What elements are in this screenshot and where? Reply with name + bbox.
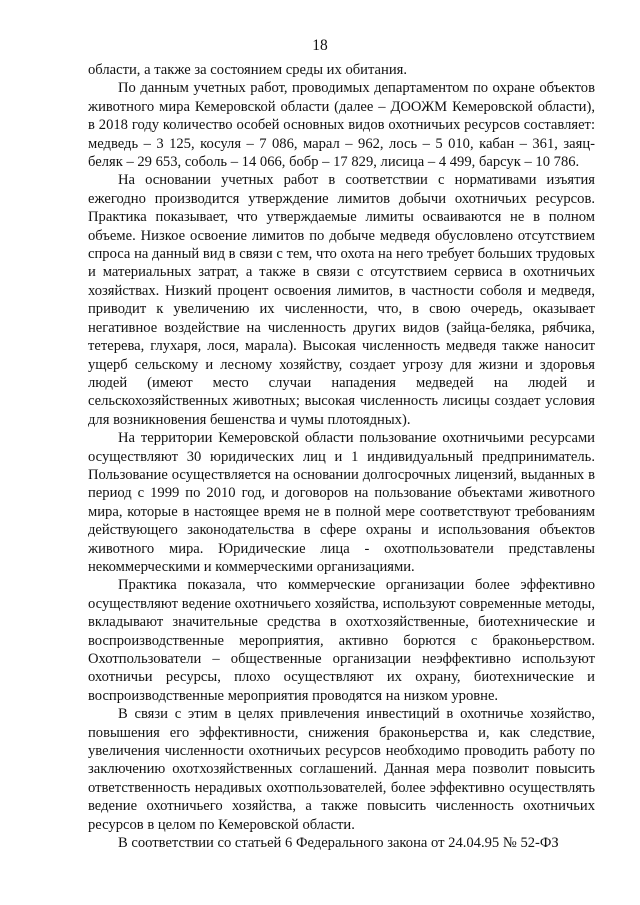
paragraph-agreements: В связи с этим в целях привлечения инвестиций в охотничье хозяйство, повышения его эффективности, снижения браконьерства и, как следствие, увеличения численности охотничьих ресурсов необходимо проводить работу по заключению охотхозяйственных соглашений. Данная мера позволит повысить ответственность нерадивых охотпользователей, более эффективно осуществлять ведение охотничьего хозяйства, а также повысить численность охотничьих ресурсов в целом по Кемеровской области. — [88, 706, 595, 833]
paragraph-resource-users: На территории Кемеровской области пользование охотничьими ресурсами осуществляют 30 юридических лиц и 1 индивидуальный предприниматель. Пользование осуществляется на основании долгосрочных лицензий, выданных в период с 1999 по 2010 год, и договоров на пользование объектами животного мира, которые в настоящее время не в полной мере соответствуют требованиям действующего законодательства в сфере охраны и использования объектов животного мира. Юридические лица - охотпользователи представлены некоммерческими и коммерческими организациями. — [88, 430, 595, 575]
paragraph-continuation: области, а также за состоянием среды их обитания. — [88, 62, 407, 78]
paragraph-harvest-limits: На основании учетных работ в соответствии с нормативами изъятия ежегодно производится утверждение лимитов добычи охотничьих ресурсов. Практика показывает, что утверждаемые лимиты осваиваются не в полном объеме. Низкое освоение лимитов по добыче медведя обусловлено отсутствием спроса на данный вид в связи с тем, что охота на него требует больших трудовых и материальных затрат, а также в связи с отсутствием сервиса в охотничьих хозяйствах. Низкий процент освоения лимитов, в частности соболя и медведя, приводит к увеличению их численности, что, в свою очередь, оказывает негативное воздействие на численность других видов (зайца-беляка, рябчика, тетерева, глухаря, лося, марала). Высокая численность медведя также наносит ущерб сельскому и лесному хозяйству, создает угрозу для жизни и здоровья людей (имеют место случаи нападения медведей на людей и сельскохозяйственных животных; высокая численность лисицы создает условия для возникновения бешенства и чумы плотоядных). — [88, 172, 595, 428]
paragraph-census-data: По данным учетных работ, проводимых департаментом по охране объектов животного мира Кемеровской области (далее – ДООЖМ Кемеровской области), в 2018 году количество особей основных видов охотничьих ресурсов составляет: медведь – 3 125, косуля – 7 086, марал – 962, лось – 5 010, кабан – 361, заяц-беляк – 29 653, соболь – 14 066, бобр – 17 829, лисица – 4 499, барсук – 10 786. — [88, 80, 595, 171]
paragraph-commercial-practice: Практика показала, что коммерческие организации более эффективно осуществляют ведение охотничьего хозяйства, используют современные методы, вкладывают значительные средства в охотхозяйственные, биотехнические и воспроизводственные мероприятия, активно борются с браконьерством. Охотпользователи – общественные организации неэффективно используют охотничьи ресурсы, плохо осуществляют их охрану, биотехнические и воспроизводственные мероприятия проводятся на низком уровне. — [88, 577, 595, 704]
document-body — [88, 61, 595, 852]
paragraph-federal-law: В соответствии со статьей 6 Федерального закона от 24.04.95 № 52-ФЗ — [118, 835, 559, 852]
page-number: 18 — [312, 37, 328, 54]
